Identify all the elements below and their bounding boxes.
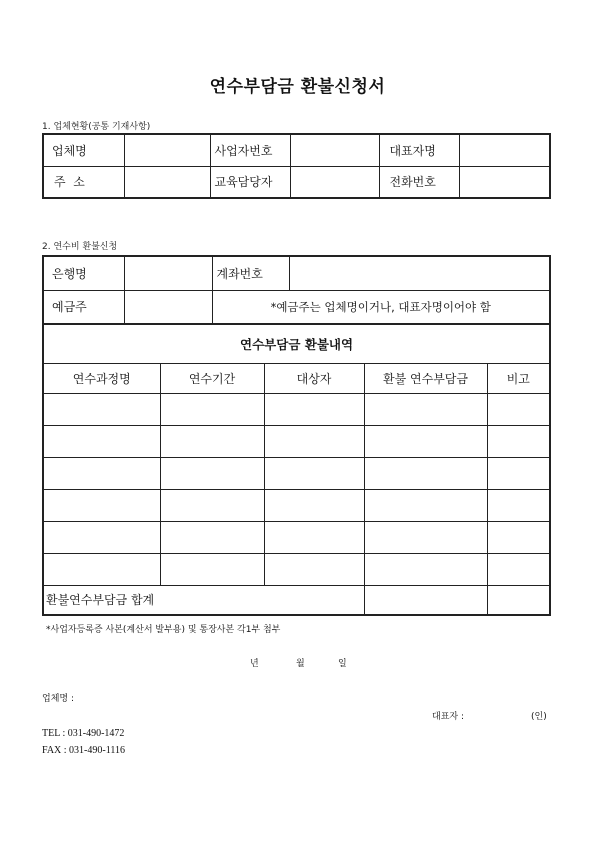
training-manager-field[interactable] bbox=[290, 166, 379, 198]
section2-heading: 2. 연수비 환불신청 bbox=[42, 242, 118, 252]
refund-amount-cell[interactable] bbox=[364, 489, 487, 521]
refund-amount-cell[interactable] bbox=[364, 521, 487, 553]
trainee-cell[interactable] bbox=[264, 489, 364, 521]
column-remarks: 비고 bbox=[487, 363, 550, 393]
section1-heading: 1. 업체현황(공통 기재사항) bbox=[42, 122, 151, 132]
refund-total-label: 환불연수부담금 합계 bbox=[43, 585, 364, 615]
company-name-field[interactable] bbox=[124, 134, 210, 166]
attachment-note: *사업자등록증 사본(계산서 발부용) 및 통장사본 각1부 첨부 bbox=[46, 625, 281, 635]
date-year-label: 년 bbox=[250, 659, 259, 669]
period-cell[interactable] bbox=[160, 553, 264, 585]
period-cell[interactable] bbox=[160, 425, 264, 457]
refund-detail-table bbox=[42, 323, 551, 616]
account-holder-note: *예금주는 업체명이거나, 대표자명이어야 함 bbox=[212, 290, 550, 324]
bank-name-label: 은행명 bbox=[43, 256, 124, 290]
refund-total-field[interactable] bbox=[364, 585, 487, 615]
business-number-field[interactable] bbox=[290, 134, 379, 166]
table-row bbox=[43, 425, 550, 457]
company-info-table bbox=[42, 133, 551, 199]
phone-label: 전화번호 bbox=[379, 166, 459, 198]
course-name-cell[interactable] bbox=[43, 521, 160, 553]
remarks-cell[interactable] bbox=[487, 393, 550, 425]
course-name-cell[interactable] bbox=[43, 489, 160, 521]
refund-detail-title: 연수부담금 환불내역 bbox=[43, 324, 550, 363]
period-cell[interactable] bbox=[160, 489, 264, 521]
remarks-cell[interactable] bbox=[487, 425, 550, 457]
phone-field[interactable] bbox=[459, 166, 550, 198]
date-month-label: 월 bbox=[296, 659, 305, 669]
refund-total-remarks[interactable] bbox=[487, 585, 550, 615]
table-row bbox=[43, 521, 550, 553]
date-day-label: 일 bbox=[338, 659, 347, 669]
course-name-cell[interactable] bbox=[43, 393, 160, 425]
remarks-cell[interactable] bbox=[487, 521, 550, 553]
table-row bbox=[43, 393, 550, 425]
column-trainee: 대상자 bbox=[264, 363, 364, 393]
refund-amount-cell[interactable] bbox=[364, 553, 487, 585]
account-number-label: 계좌번호 bbox=[212, 256, 289, 290]
account-number-field[interactable] bbox=[289, 256, 550, 290]
fax-number: FAX : 031-490-1116 bbox=[42, 745, 125, 756]
account-holder-label: 예금주 bbox=[43, 290, 124, 324]
table-row bbox=[43, 489, 550, 521]
table-row bbox=[43, 457, 550, 489]
representative-label: 대표자명 bbox=[379, 134, 459, 166]
trainee-cell[interactable] bbox=[264, 393, 364, 425]
business-number-label: 사업자번호 bbox=[210, 134, 290, 166]
table-row bbox=[43, 553, 550, 585]
period-cell[interactable] bbox=[160, 393, 264, 425]
remarks-cell[interactable] bbox=[487, 489, 550, 521]
trainee-cell[interactable] bbox=[264, 457, 364, 489]
representative-field[interactable] bbox=[459, 134, 550, 166]
company-name-label: 업체명 bbox=[43, 134, 124, 166]
remarks-cell[interactable] bbox=[487, 457, 550, 489]
account-holder-field[interactable] bbox=[124, 290, 212, 324]
trainee-cell[interactable] bbox=[264, 553, 364, 585]
seal-label: (인) bbox=[531, 712, 547, 722]
column-course-name: 연수과정명 bbox=[43, 363, 160, 393]
address-field[interactable] bbox=[124, 166, 210, 198]
refund-amount-cell[interactable] bbox=[364, 393, 487, 425]
trainee-cell[interactable] bbox=[264, 425, 364, 457]
bank-info-table bbox=[42, 255, 551, 325]
course-name-cell[interactable] bbox=[43, 457, 160, 489]
refund-amount-cell[interactable] bbox=[364, 457, 487, 489]
period-cell[interactable] bbox=[160, 457, 264, 489]
representative-signature-label: 대표자 : bbox=[432, 712, 464, 722]
column-period: 연수기간 bbox=[160, 363, 264, 393]
company-signature-label: 업체명 : bbox=[42, 694, 74, 704]
course-name-cell[interactable] bbox=[43, 553, 160, 585]
document-title: 연수부담금 환불신청서 bbox=[209, 77, 386, 97]
trainee-cell[interactable] bbox=[264, 521, 364, 553]
address-label: 주 소 bbox=[43, 166, 124, 198]
refund-amount-cell[interactable] bbox=[364, 425, 487, 457]
tel-number: TEL : 031-490-1472 bbox=[42, 728, 125, 739]
bank-name-field[interactable] bbox=[124, 256, 212, 290]
training-manager-label: 교육담당자 bbox=[210, 166, 290, 198]
course-name-cell[interactable] bbox=[43, 425, 160, 457]
column-refund-amount: 환불 연수부담금 bbox=[364, 363, 487, 393]
remarks-cell[interactable] bbox=[487, 553, 550, 585]
period-cell[interactable] bbox=[160, 521, 264, 553]
